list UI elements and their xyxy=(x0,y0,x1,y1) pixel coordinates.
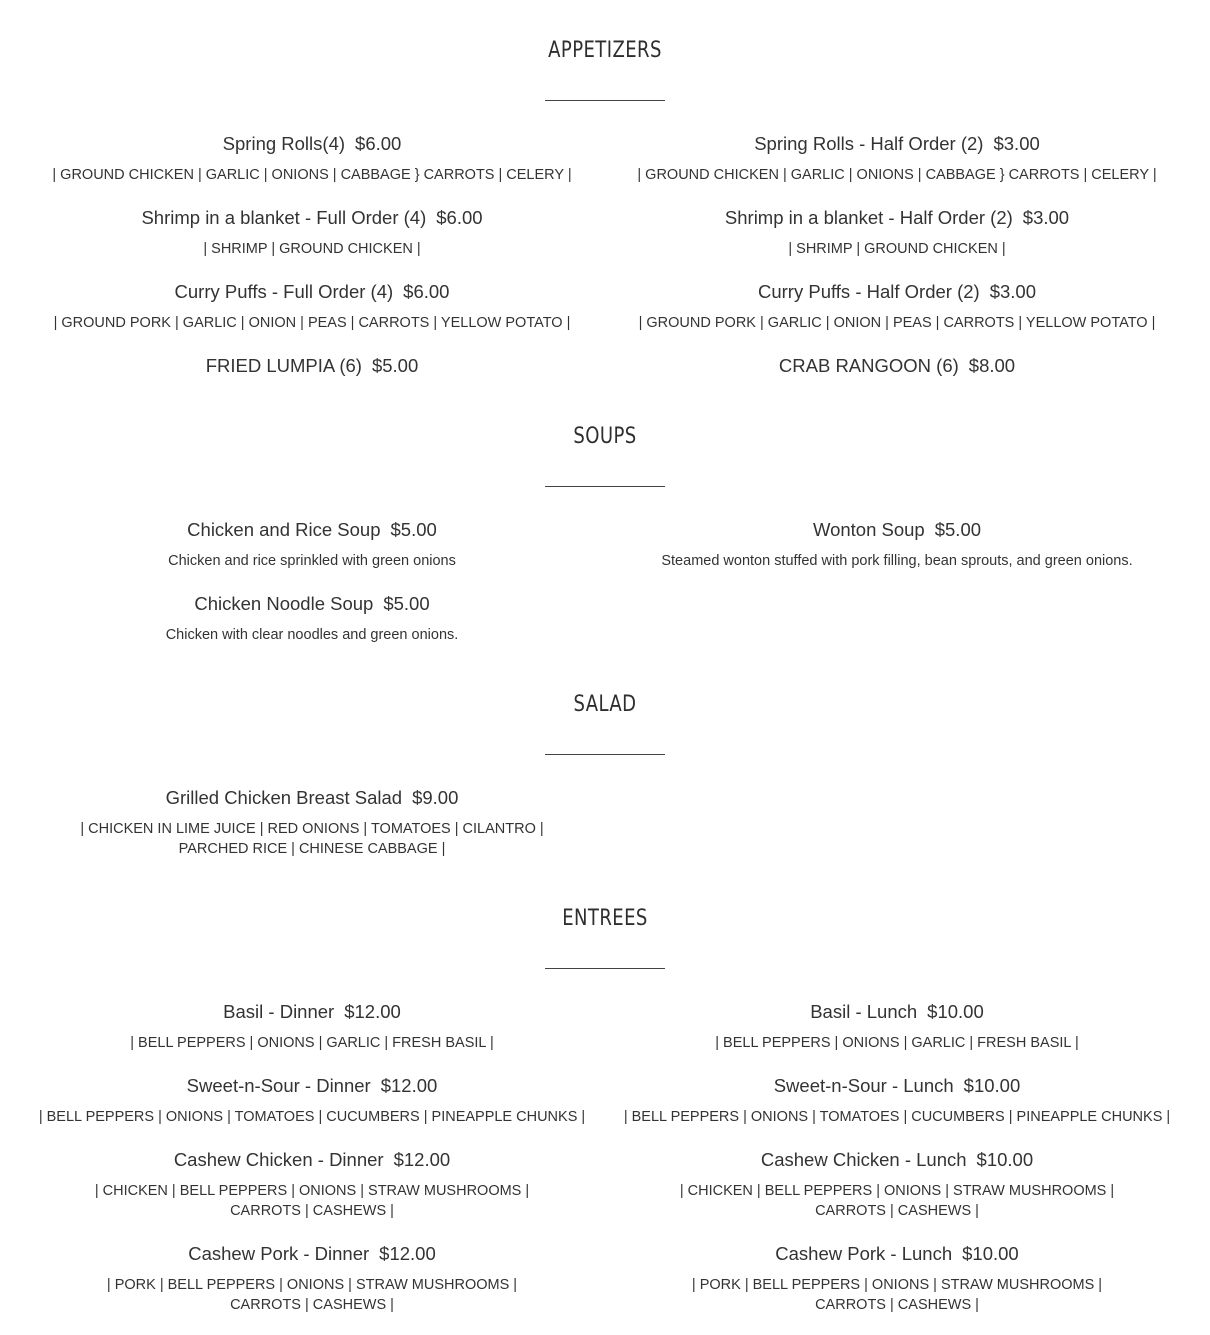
menu-item-name: CRAB RANGOON (6) xyxy=(778,355,959,376)
menu-item xyxy=(32,1149,592,1221)
section-divider xyxy=(545,100,665,101)
section-divider xyxy=(545,968,665,969)
menu-item-description: | BELL PEPPERS | ONIONS | TOMATOES | CUCUMBERS | PINEAPPLE CHUNKS | xyxy=(623,1109,1171,1125)
menu-item-description: | GROUND PORK | GARLIC | ONION | PEAS | CARROTS | YELLOW POTATO | xyxy=(53,315,571,331)
menu-item-price: $10.00 xyxy=(963,1075,1021,1096)
menu-item xyxy=(617,355,1177,377)
menu-item-price: $6.00 xyxy=(436,207,483,228)
menu-item-name: Chicken Noodle Soup xyxy=(194,593,374,614)
menu-item-name: Cashew Chicken - Lunch xyxy=(760,1149,967,1170)
menu-item-name: Shrimp in a blanket - Half Order (2) xyxy=(724,207,1013,228)
menu-item xyxy=(32,281,592,333)
menu-item-heading xyxy=(617,281,1177,303)
menu-item-name: Basil - Lunch xyxy=(810,1001,918,1022)
menu-item-description: | GROUND CHICKEN | GARLIC | ONIONS | CABBAGE } CARROTS | CELERY | xyxy=(52,167,572,183)
menu-item-name: Shrimp in a blanket - Full Order (4) xyxy=(141,207,427,228)
menu-item-price: $3.00 xyxy=(1022,207,1070,228)
menu-item xyxy=(32,1243,592,1315)
menu-item xyxy=(32,1075,592,1127)
menu-item-heading xyxy=(32,787,592,809)
menu-item xyxy=(617,1075,1177,1127)
menu-item-price: $10.00 xyxy=(962,1243,1019,1264)
menu-item-description: | CHICKEN | BELL PEPPERS | ONIONS | STRAW MUSHROOMS | CARROTS | CASHEWS | xyxy=(94,1183,530,1219)
menu-item-price: $12.00 xyxy=(393,1149,451,1170)
menu-item-name: Curry Puffs - Half Order (2) xyxy=(758,281,980,302)
menu-item-description: Steamed wonton stuffed with pork filling, bean sprouts, and green onions. xyxy=(661,553,1133,569)
menu-item-description: Chicken and rice sprinkled with green onions xyxy=(168,553,456,569)
menu-item-heading xyxy=(32,1243,592,1265)
menu-item-heading xyxy=(32,1075,592,1097)
menu-item-name: Chicken and Rice Soup xyxy=(187,519,381,540)
menu-item-heading xyxy=(32,207,592,229)
menu-item-price: $3.00 xyxy=(993,133,1040,154)
menu-item-price: $5.00 xyxy=(390,519,437,540)
section-title-appetizers: APPETIZERS xyxy=(548,38,662,63)
menu-item xyxy=(617,1149,1177,1221)
menu-item-heading xyxy=(32,133,592,155)
menu-item xyxy=(617,1001,1177,1053)
menu-item-price: $10.00 xyxy=(976,1149,1034,1170)
menu-item-description: Chicken with clear noodles and green onions. xyxy=(165,627,459,643)
menu-item-price: $12.00 xyxy=(379,1243,436,1264)
menu-item-name: Cashew Pork - Lunch xyxy=(775,1243,953,1264)
menu-item xyxy=(617,519,1177,571)
menu-item-heading xyxy=(32,593,592,615)
menu-item-heading xyxy=(32,1001,592,1023)
section-title-entrees: ENTREES xyxy=(562,906,648,931)
menu-item xyxy=(617,133,1177,185)
menu-item xyxy=(32,1001,592,1053)
menu-item-name: Cashew Chicken - Dinner xyxy=(173,1149,384,1170)
menu-item-name: Spring Rolls - Half Order (2) xyxy=(754,133,984,154)
menu-item-heading xyxy=(617,133,1177,155)
menu-item-price: $5.00 xyxy=(371,355,419,376)
menu-item-description: | BELL PEPPERS | ONIONS | GARLIC | FRESH BASIL | xyxy=(715,1035,1079,1051)
menu-item-description: | BELL PEPPERS | ONIONS | TOMATOES | CUCUMBERS | PINEAPPLE CHUNKS | xyxy=(38,1109,586,1125)
menu-item-description: | PORK | BELL PEPPERS | ONIONS | STRAW MUSHROOMS | CARROTS | CASHEWS | xyxy=(691,1277,1103,1313)
menu-item-description: | CHICKEN | BELL PEPPERS | ONIONS | STRAW MUSHROOMS | CARROTS | CASHEWS | xyxy=(679,1183,1115,1219)
menu-item-name: Grilled Chicken Breast Salad xyxy=(165,787,403,808)
menu-item-description: | GROUND CHICKEN | GARLIC | ONIONS | CABBAGE } CARROTS | CELERY | xyxy=(637,167,1157,183)
menu-item-heading xyxy=(617,1149,1177,1171)
menu-item-heading xyxy=(617,1001,1177,1023)
menu-item-heading xyxy=(617,1075,1177,1097)
menu-item-description: | SHRIMP | GROUND CHICKEN | xyxy=(203,241,421,257)
menu-item-name: Basil - Dinner xyxy=(223,1001,335,1022)
section-divider xyxy=(545,754,665,755)
menu-item-name: Cashew Pork - Dinner xyxy=(188,1243,370,1264)
menu-item-name: Sweet-n-Sour - Lunch xyxy=(773,1075,954,1096)
menu-item-description: | PORK | BELL PEPPERS | ONIONS | STRAW MUSHROOMS | CARROTS | CASHEWS | xyxy=(106,1277,518,1313)
menu-item-price: $8.00 xyxy=(968,355,1016,376)
menu-item-description: | CHICKEN IN LIME JUICE | RED ONIONS | TOMATOES | CILANTRO | PARCHED RICE | CHINESE CABBAGE | xyxy=(80,821,544,857)
menu-item xyxy=(32,355,592,377)
menu-item-price: $12.00 xyxy=(380,1075,438,1096)
menu-item-heading xyxy=(32,281,592,303)
menu-item-description: | BELL PEPPERS | ONIONS | GARLIC | FRESH BASIL | xyxy=(130,1035,494,1051)
menu-item-heading xyxy=(32,355,592,377)
menu-item xyxy=(32,133,592,185)
menu-item-name: FRIED LUMPIA (6) xyxy=(205,355,362,376)
menu-item xyxy=(32,593,592,645)
menu-item-description: | SHRIMP | GROUND CHICKEN | xyxy=(788,241,1006,257)
menu-item-price: $12.00 xyxy=(344,1001,401,1022)
menu-item-price: $9.00 xyxy=(412,787,459,808)
menu-item-price: $3.00 xyxy=(989,281,1036,302)
menu-item xyxy=(32,787,592,859)
menu-item xyxy=(617,1243,1177,1315)
section-title-soups: SOUPS xyxy=(573,424,637,449)
menu-item xyxy=(617,207,1177,259)
menu-item-heading xyxy=(32,519,592,541)
menu-item-price: $6.00 xyxy=(403,281,450,302)
menu-item-name: Spring Rolls(4) xyxy=(222,133,346,154)
menu-item-heading xyxy=(617,1243,1177,1265)
menu-item-heading xyxy=(617,355,1177,377)
menu-item-price: $10.00 xyxy=(927,1001,984,1022)
menu-item-description: | GROUND PORK | GARLIC | ONION | PEAS | CARROTS | YELLOW POTATO | xyxy=(638,315,1156,331)
menu-item-heading xyxy=(617,519,1177,541)
menu-item-heading xyxy=(32,1149,592,1171)
menu-item xyxy=(617,281,1177,333)
menu-item-price: $5.00 xyxy=(934,519,982,540)
menu-item-heading xyxy=(617,207,1177,229)
section-title-salad: SALAD xyxy=(573,692,637,717)
menu-item-name: Wonton Soup xyxy=(812,519,925,540)
menu-item-name: Curry Puffs - Full Order (4) xyxy=(174,281,394,302)
menu-item-price: $5.00 xyxy=(383,593,430,614)
menu-item-name: Sweet-n-Sour - Dinner xyxy=(186,1075,371,1096)
menu-item-price: $6.00 xyxy=(355,133,402,154)
section-divider xyxy=(545,486,665,487)
menu-item xyxy=(32,519,592,571)
menu-item xyxy=(32,207,592,259)
